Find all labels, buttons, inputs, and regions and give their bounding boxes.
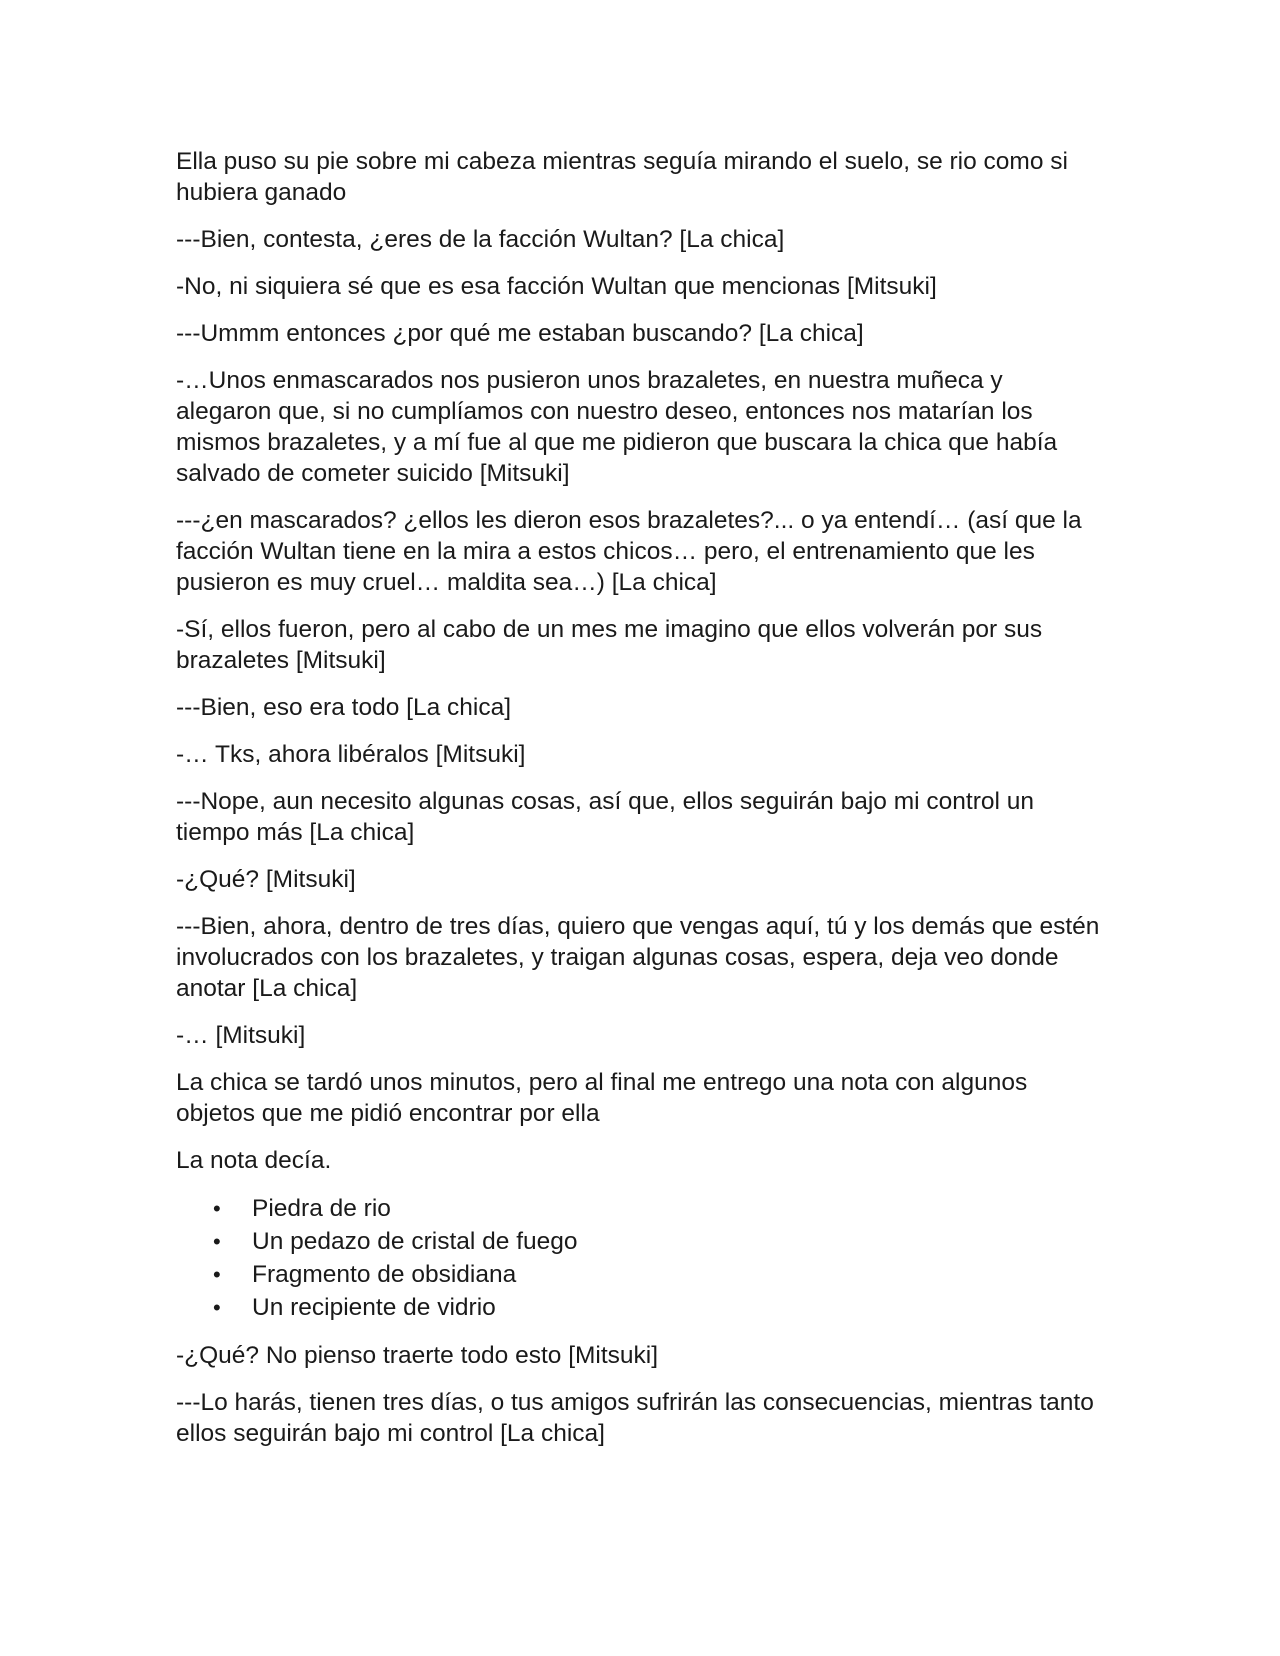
document-body (176, 146, 1100, 1465)
list-item-text: Un recipiente de vidrio (252, 1294, 496, 1321)
paragraph: ---Ummm entonces ¿por qué me estaban buscando? [La chica] (176, 320, 864, 347)
paragraph: ---Lo harás, tienen tres días, o tus amigos sufrirán las consecuencias, mientras tanto ellos seguirán bajo mi control [La chica] (176, 1389, 1094, 1447)
paragraph: -¿Qué? No pienso traerte todo esto [Mitsuki] (176, 1342, 659, 1369)
paragraph: ---Bien, contesta, ¿eres de la facción Wultan? [La chica] (176, 226, 785, 253)
paragraph: -Sí, ellos fueron, pero al cabo de un mes me imagino que ellos volverán por sus brazaletes [Mitsuki] (176, 616, 1043, 674)
list-item (176, 1258, 1100, 1291)
paragraph: ---¿en mascarados? ¿ellos les dieron esos brazaletes?... o ya entendí… (así que la facción Wultan tiene en la mira a estos chicos… pero, el entrenamiento que les pusieron es muy cruel… maldita sea…) [La chica] (176, 507, 1082, 596)
list-item (176, 1192, 1100, 1225)
paragraph: -… Tks, ahora libéralos [Mitsuki] (176, 741, 526, 768)
paragraph: Ella puso su pie sobre mi cabeza mientras seguía mirando el suelo, se rio como si hubiera ganado (176, 148, 1068, 206)
paragraph: La nota decía. (176, 1147, 332, 1174)
bullet-icon: • (213, 1196, 221, 1221)
paragraph: ---Bien, eso era todo [La chica] (176, 694, 512, 721)
paragraph: ---Bien, ahora, dentro de tres días, quiero que vengas aquí, tú y los demás que estén involucrados con los brazaletes, y traigan algunas cosas, espera, deja veo donde anotar [La chica] (176, 913, 1100, 1002)
list-item-text: Fragmento de obsidiana (252, 1261, 517, 1288)
bullet-icon: • (213, 1295, 221, 1320)
paragraphs-before (176, 146, 1100, 1176)
paragraph: -No, ni siquiera sé que es esa facción Wultan que mencionas [Mitsuki] (176, 273, 937, 300)
note-list (176, 1192, 1100, 1324)
paragraph: ---Nope, aun necesito algunas cosas, así que, ellos seguirán bajo mi control un tiempo más [La chica] (176, 788, 1034, 846)
list-item-text: Un pedazo de cristal de fuego (252, 1228, 578, 1255)
list-item (176, 1291, 1100, 1324)
paragraph: -¿Qué? [Mitsuki] (176, 866, 356, 893)
bullet-icon: • (213, 1262, 221, 1287)
paragraph: La chica se tardó unos minutos, pero al final me entrego una nota con algunos objetos que me pidió encontrar por ella (176, 1069, 1028, 1127)
list-item-text: Piedra de rio (252, 1195, 391, 1222)
paragraph: -…Unos enmascarados nos pusieron unos brazaletes, en nuestra muñeca y alegaron que, si no cumplíamos con nuestro deseo, entonces nos matarían los mismos brazaletes, y a mí fue al que me pidieron que buscara la chica que había salvado de cometer suicido [Mitsuki] (176, 367, 1058, 487)
paragraphs-after (176, 1340, 1100, 1449)
list-item (176, 1225, 1100, 1258)
bullet-icon: • (213, 1229, 221, 1254)
paragraph: -… [Mitsuki] (176, 1022, 306, 1049)
